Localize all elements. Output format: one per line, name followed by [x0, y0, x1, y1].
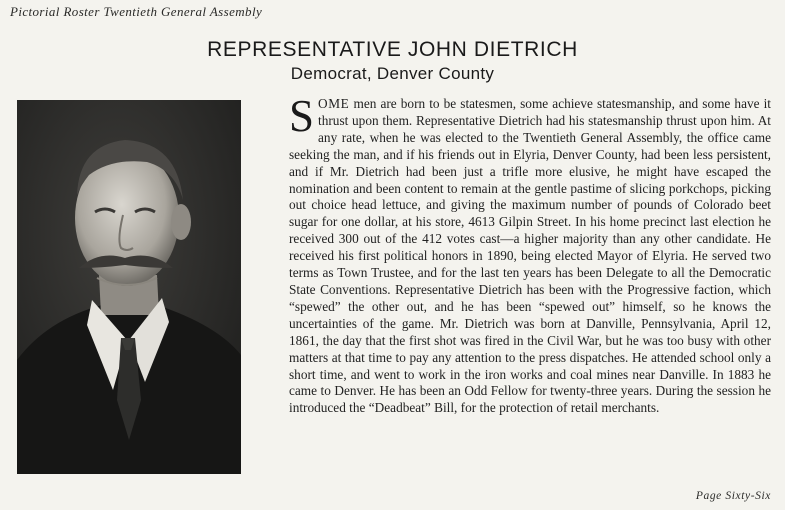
page-number: Page Sixty-Six	[695, 490, 771, 502]
biography-text	[289, 91, 771, 417]
drop-cap: S	[289, 91, 315, 141]
page-subtitle: Democrat, Denver County	[290, 64, 495, 83]
page-title: REPRESENTATIVE JOHN DIETRICH	[207, 38, 578, 61]
bio-lead-word: OME	[318, 96, 350, 111]
running-header: Pictorial Roster Twentieth General Assembly	[10, 4, 263, 19]
portrait-photo	[17, 100, 241, 474]
bio-body: men are born to be statesmen, some achieve statesmanship, and some have it thrust upon them. Representative Dietrich had his statesmanship thrust upon him. At any rate, when he was elected to the Twentieth General Assembly, the office came seeking the man, and if his friends out in Elyria, Denver County, had been less persistent, and if Mr. Dietrich had been just a trifle more elusive, he might have escaped the nomination and been content to remain at the gentle pastime of slicing porkchops, picking out choice head lettuce, and giving the maximum number of pounds of Colorado beet sugar for one dollar, at his store, 4613 Gilpin Street. In his home precinct last election he received 300 out of the 412 votes cast—a higher majority than any other candidate. He received his first political honors in 1890, being elected Mayor of Elyria. He served two terms as Town Trustee, and for the last ten years has been Delegate to all the Democratic State Conventions. Representative Dietrich has been with the Progressive faction, which “spewed” the other out, and he has been “spewed out” himself, so he knows the uncertainties of the game. Mr. Dietrich was born at Danville, Pennsylvania, April 12, 1861, the day that the first shot was fired in the Civil War, but he was too busy with other matters at that time to pay any attention to the press dispatches. He attended school only a short time, and went to work in the iron works and coal mines near Danville. In 1883 he came to Denver. He has been an Odd Fellow for twenty-three years. During the session he introduced the “Deadbeat” Bill, for the protection of retail merchants.	[289, 96, 771, 416]
portrait-photo-icon	[17, 100, 241, 474]
